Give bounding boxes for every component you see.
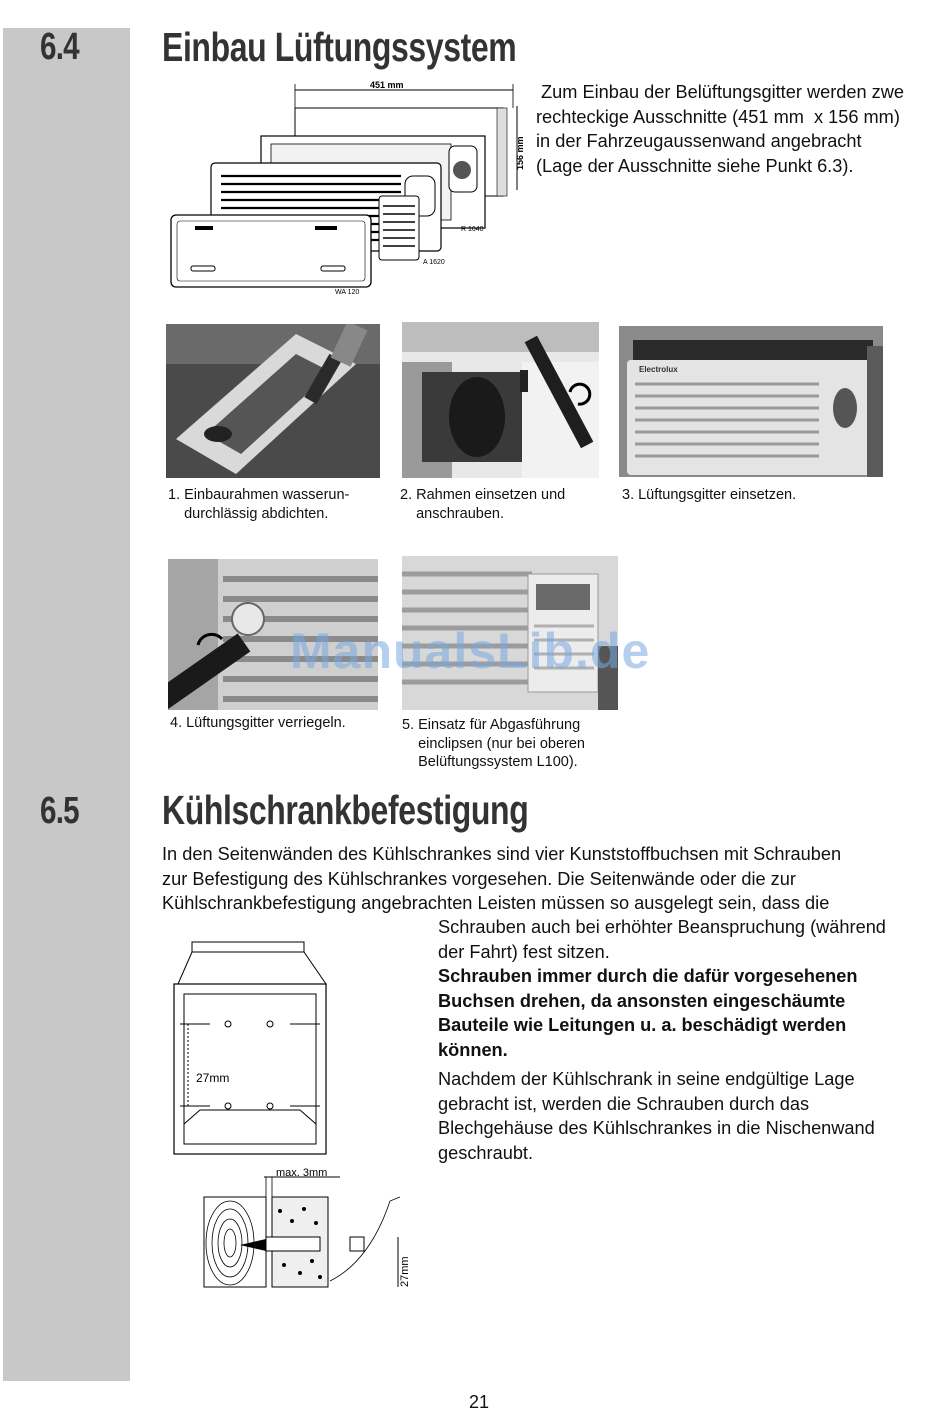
detail-dim-label: 27mm bbox=[399, 1256, 411, 1287]
caption-line: einclipsen (nur bei oberen bbox=[402, 735, 585, 752]
caption-line: 4. Lüftungsgitter verriegeln. bbox=[170, 715, 346, 731]
mounting-paragraph-cont bbox=[438, 915, 886, 1165]
screw-detail-diagram bbox=[200, 1165, 415, 1290]
warning-line: Bauteile wie Leitungen u. a. beschädigt werden bbox=[438, 1015, 847, 1035]
text-line: rechteckige Ausschnitte (451 mm x 156 mm) bbox=[536, 106, 900, 127]
section-number: 6.5 bbox=[40, 790, 79, 832]
photo-seal-frame bbox=[166, 324, 380, 478]
caption-line: Belüftungssystem L100). bbox=[402, 754, 578, 770]
text-line: Kühlschrankbefestigung angebrachten Leisten müssen so ausgelegt sein, dass die bbox=[162, 893, 830, 913]
text-line: Blechgehäuse des Kühlschrankes in die Nischenwand bbox=[438, 1118, 875, 1138]
warning-line: Schrauben immer durch die dafür vorgesehenen bbox=[438, 966, 858, 986]
height-label: 156 mm bbox=[515, 136, 525, 170]
part-a-label: A 1620 bbox=[423, 259, 445, 266]
caption-line: durchlässig abdichten. bbox=[168, 505, 329, 522]
step-caption-5 bbox=[402, 716, 585, 772]
fridge-dim-label: 27mm bbox=[196, 1071, 230, 1085]
intro-paragraph bbox=[536, 80, 904, 178]
fridge-screw-diagram bbox=[170, 938, 340, 1158]
caption-line: anschrauben. bbox=[400, 505, 504, 522]
step-caption-3 bbox=[622, 486, 796, 505]
text-line: gebracht ist, werden die Schrauben durch das bbox=[438, 1093, 810, 1114]
caption-line: 2. Rahmen einsetzen und bbox=[400, 487, 566, 503]
photo-frame-screw bbox=[402, 322, 599, 478]
text-line: (Lage der Ausschnitte siehe Punkt 6.3). bbox=[536, 155, 854, 176]
text-line: Zum Einbau der Belüftungsgitter werden zwe bbox=[536, 82, 904, 102]
mounting-paragraph bbox=[162, 842, 841, 916]
caption-line: 5. Einsatz für Abgasführung bbox=[402, 717, 581, 733]
step-caption-1 bbox=[168, 486, 349, 523]
ventilation-exploded-diagram bbox=[165, 78, 535, 300]
section-sidebar-bar bbox=[3, 28, 130, 1381]
caption-line: 3. Lüftungsgitter einsetzen. bbox=[622, 487, 797, 503]
text-line: zur Befestigung des Kühlschrankes vorgesehen. Die Seitenwände oder die zur bbox=[162, 868, 796, 889]
part-wa-label: WA 120 bbox=[335, 289, 360, 296]
warning-line: Buchsen drehen, da ansonsten eingeschäumte bbox=[438, 990, 846, 1011]
text-line: in der Fahrzeugaussenwand angebracht bbox=[536, 131, 862, 151]
text-line: geschraubt. bbox=[438, 1142, 534, 1163]
photo-grille-insert bbox=[619, 326, 883, 477]
text-line: Schrauben auch bei erhöhter Beanspruchung (während bbox=[438, 917, 886, 937]
text-line: der Fahrt) fest sitzen. bbox=[438, 941, 610, 962]
step-caption-4 bbox=[170, 714, 346, 733]
section-number: 6.4 bbox=[40, 26, 79, 68]
brand-label: Electrolux bbox=[639, 365, 678, 374]
text-line: Nachdem der Kühlschrank in seine endgültige Lage bbox=[438, 1069, 855, 1089]
section-title: Einbau Lüftungssystem bbox=[162, 24, 517, 70]
warning-line: können. bbox=[438, 1039, 508, 1060]
width-label: 451 mm bbox=[370, 80, 404, 90]
step-caption-2 bbox=[400, 486, 565, 523]
text-line: In den Seitenwänden des Kühlschrankes sind vier Kunststoffbuchsen mit Schrauben bbox=[162, 844, 842, 864]
max-gap-label: max. 3mm bbox=[276, 1167, 328, 1179]
part-r-label: R 1640 bbox=[461, 226, 484, 233]
caption-line: 1. Einbaurahmen wasserun- bbox=[168, 487, 350, 503]
page-number: 21 bbox=[469, 1392, 490, 1412]
watermark: ManualsLib.de bbox=[290, 623, 651, 679]
section-title: Kühlschrankbefestigung bbox=[162, 787, 529, 833]
